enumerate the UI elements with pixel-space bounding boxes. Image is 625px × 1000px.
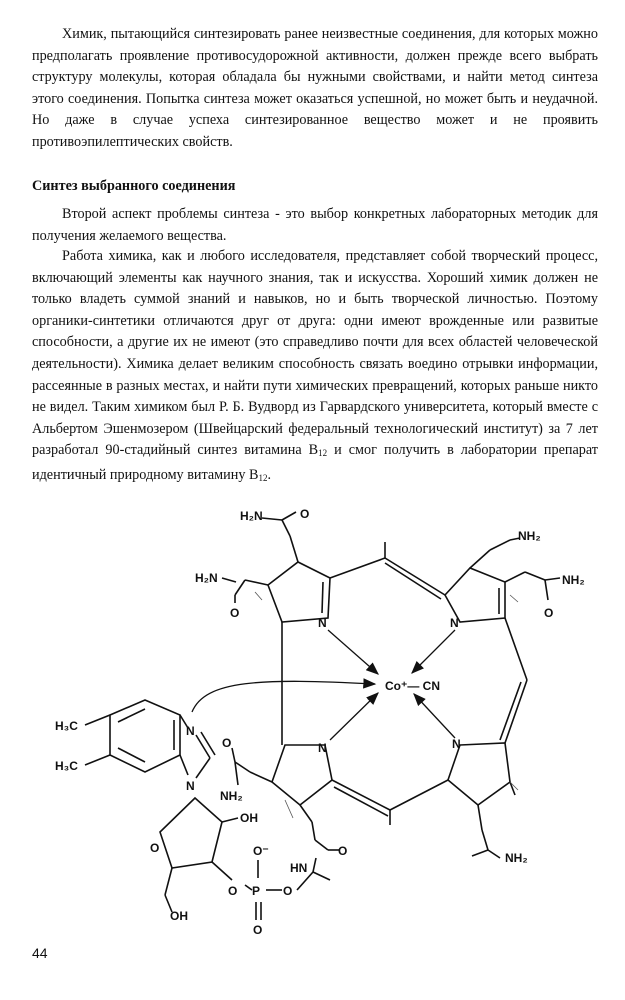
o-sugar-ring-label: O bbox=[150, 841, 160, 855]
p-phosphate: P bbox=[252, 884, 261, 898]
linker-amide-chain bbox=[297, 805, 340, 890]
paragraph-2-text: Второй аспект проблемы синтеза - это выбор конкретных лабораторных методик для получения желаемого вещества. bbox=[32, 206, 598, 244]
ribose-sugar bbox=[160, 798, 238, 912]
o-phosphate-right: O bbox=[283, 884, 293, 898]
n-ring-d: N bbox=[318, 741, 327, 755]
n-ring-b: N bbox=[450, 616, 459, 630]
h3c-label-1: H₃C bbox=[55, 719, 78, 733]
paragraph-1 bbox=[32, 24, 598, 154]
ring-c bbox=[448, 743, 510, 805]
h3c-label-2: H₃C bbox=[55, 759, 78, 773]
b12-subscript-2: 12 bbox=[258, 472, 268, 483]
o-left-label: O bbox=[230, 606, 240, 620]
paragraph-3-part-b: и смог получить в лаборатории препарат идентичный природному витамину B bbox=[32, 442, 599, 483]
phosphate-group bbox=[245, 860, 282, 920]
paragraph-3-part-c: . bbox=[267, 466, 271, 483]
n-ring-a: N bbox=[318, 616, 327, 630]
top-amide-chain bbox=[262, 512, 298, 562]
page-number: 44 bbox=[32, 945, 48, 961]
hn-amide-label: HN bbox=[290, 861, 308, 875]
n-benzimidazole-top: N bbox=[186, 724, 195, 738]
upper-right-amide-chains bbox=[470, 538, 560, 600]
methyl-marks bbox=[255, 592, 518, 818]
paragraph-1-text: Химик, пытающийся синтезировать ранее неизвестные соединения, для которых можно предполагать проявление противосудорожной активности, должен прежде всего выбрать структуру молекулы, которая обладала бы нужными свойствами, и найти метод синтеза этого соединения. Попытка синтеза может оказаться успешной, но может быть и неудачной. Но даже в случае успеха синтезированное вещество может и не проявить противоэпилептических свойств. bbox=[32, 26, 598, 150]
ring-a bbox=[268, 562, 330, 622]
oh-bottom-label: OH bbox=[170, 909, 188, 923]
o-phosphate-bottom: O bbox=[253, 923, 263, 937]
o-top-label: O bbox=[300, 507, 310, 521]
nh2-bottomright-label: NH₂ bbox=[505, 851, 528, 865]
o-amide-label: O bbox=[338, 844, 348, 858]
n-benzimidazole-bottom: N bbox=[186, 779, 195, 793]
vitamin-b12-structure-diagram bbox=[0, 500, 625, 940]
paragraph-3 bbox=[32, 246, 598, 490]
ring-b bbox=[445, 568, 505, 622]
o-right-label: O bbox=[544, 606, 554, 620]
h2n-left-label: H₂N bbox=[195, 571, 218, 585]
o-mid-label: O bbox=[222, 736, 232, 750]
o-phosphate-top: O⁻ bbox=[253, 844, 269, 858]
mid-amide-chain bbox=[232, 748, 272, 785]
b12-subscript-1: 12 bbox=[318, 448, 328, 459]
h2n-top-label: H₂N bbox=[240, 509, 263, 523]
cobalt-cyanide-center: Co⁺— CN bbox=[385, 679, 440, 693]
paragraph-3-part-a: Работа химика, как и любого исследователя, представляет собой творческий процесс, включающий элементы как научного знания, так и искусства. Хороший химик должен не только владеть суммой знаний и навыков, но и быть творческой личностью. Поэтому органики-синтетики отличаются друг от друга: одни имеют врожденные или развитые способности, а другие их не имеют (это справедливо почти для всех областей человеческой деятельности). Химика делает великим способность связать воедино отрывки информации, рассеянные в разных местах, и найти пути химических превращений, которых раньше никто не видел. Таким химиком был Р. Б. Вудворд из Гарвардского университета, который вместе с Альбертом Эшенмозером (Швейцарский федеральный технологический институт) за 7 лет разработал 90-стадийный синтез витамина B bbox=[32, 248, 598, 459]
paragraph-3-text bbox=[32, 246, 598, 490]
o-phosphate-left: O bbox=[228, 884, 238, 898]
nh2-mid-label: NH₂ bbox=[220, 789, 243, 803]
n-ring-c: N bbox=[452, 737, 461, 751]
section-heading: Синтез выбранного соединения bbox=[32, 178, 236, 194]
nh2-topright-label: NH₂ bbox=[518, 529, 541, 543]
nh2-right-label: NH₂ bbox=[562, 573, 585, 587]
benzimidazole bbox=[85, 700, 215, 778]
oh-sugar-label: OH bbox=[240, 811, 258, 825]
paragraph-2 bbox=[32, 204, 598, 247]
